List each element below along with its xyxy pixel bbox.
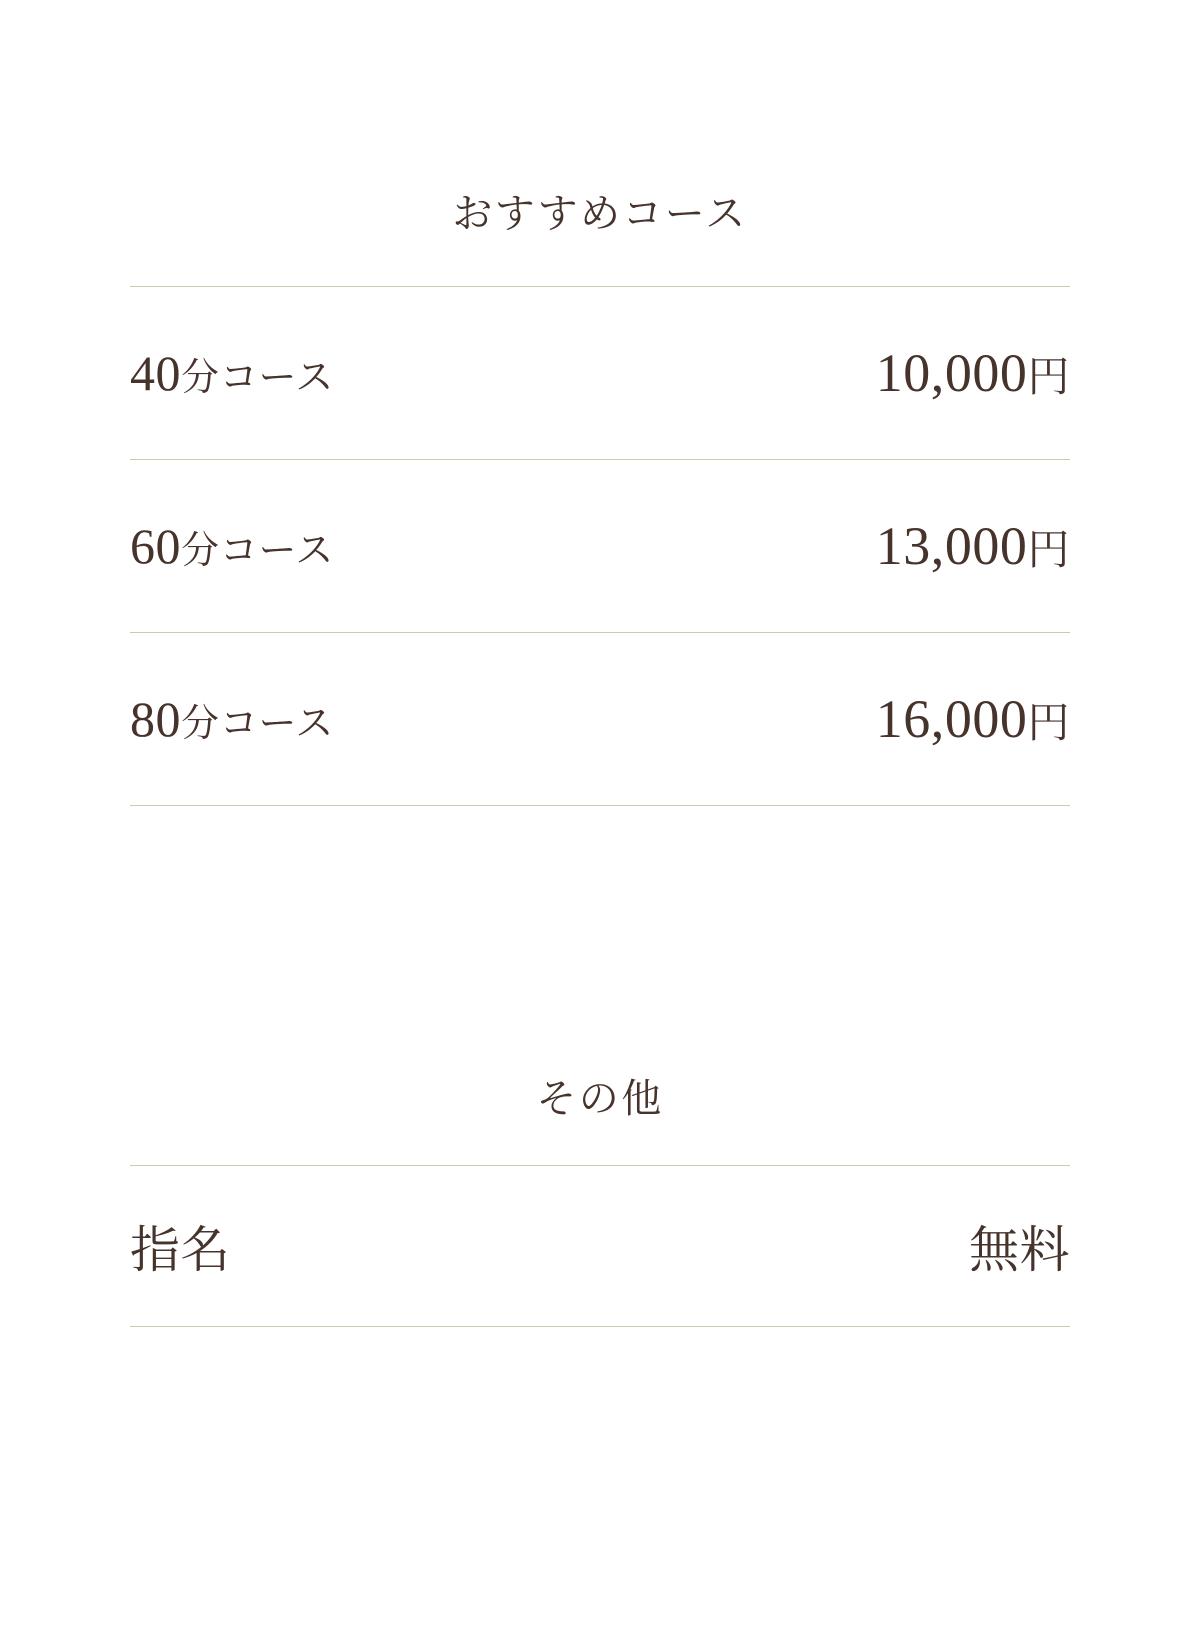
- course-label-cell: [130, 460, 612, 633]
- course-price-unit: 円: [1027, 528, 1070, 574]
- course-duration: 60: [130, 518, 181, 574]
- course-label-cell: [130, 633, 612, 806]
- section-title-recommended: おすすめコース: [452, 191, 748, 236]
- course-duration-unit: 分コース: [181, 357, 335, 399]
- course-duration: 40: [130, 345, 181, 401]
- section-title-other: その他: [536, 1076, 664, 1121]
- course-price-cell: [612, 633, 1070, 806]
- course-duration-unit: 分コース: [181, 530, 335, 572]
- fee-price-cell: [600, 1166, 1070, 1327]
- table-row: [130, 287, 1070, 460]
- section-recommended-courses: [0, 190, 1200, 806]
- course-duration-unit: 分コース: [181, 703, 335, 745]
- fee-label-cell: [130, 1166, 600, 1327]
- course-price-cell: [612, 460, 1070, 633]
- fee-label: 指名: [130, 1222, 231, 1278]
- fee-price: 無料: [969, 1222, 1070, 1278]
- course-price: 16,000: [875, 689, 1028, 749]
- recommended-courses-table: [130, 286, 1070, 806]
- section-other: [0, 1075, 1200, 1327]
- course-label-cell: [130, 287, 612, 460]
- table-row: [130, 633, 1070, 806]
- other-fees-table: [130, 1165, 1070, 1327]
- course-price-unit: 円: [1027, 355, 1070, 401]
- course-price-unit: 円: [1027, 701, 1070, 747]
- table-row: [130, 460, 1070, 633]
- course-price: 10,000: [875, 343, 1028, 403]
- course-price-cell: [612, 287, 1070, 460]
- course-duration: 80: [130, 691, 181, 747]
- course-price: 13,000: [875, 516, 1028, 576]
- table-row: [130, 1166, 1070, 1327]
